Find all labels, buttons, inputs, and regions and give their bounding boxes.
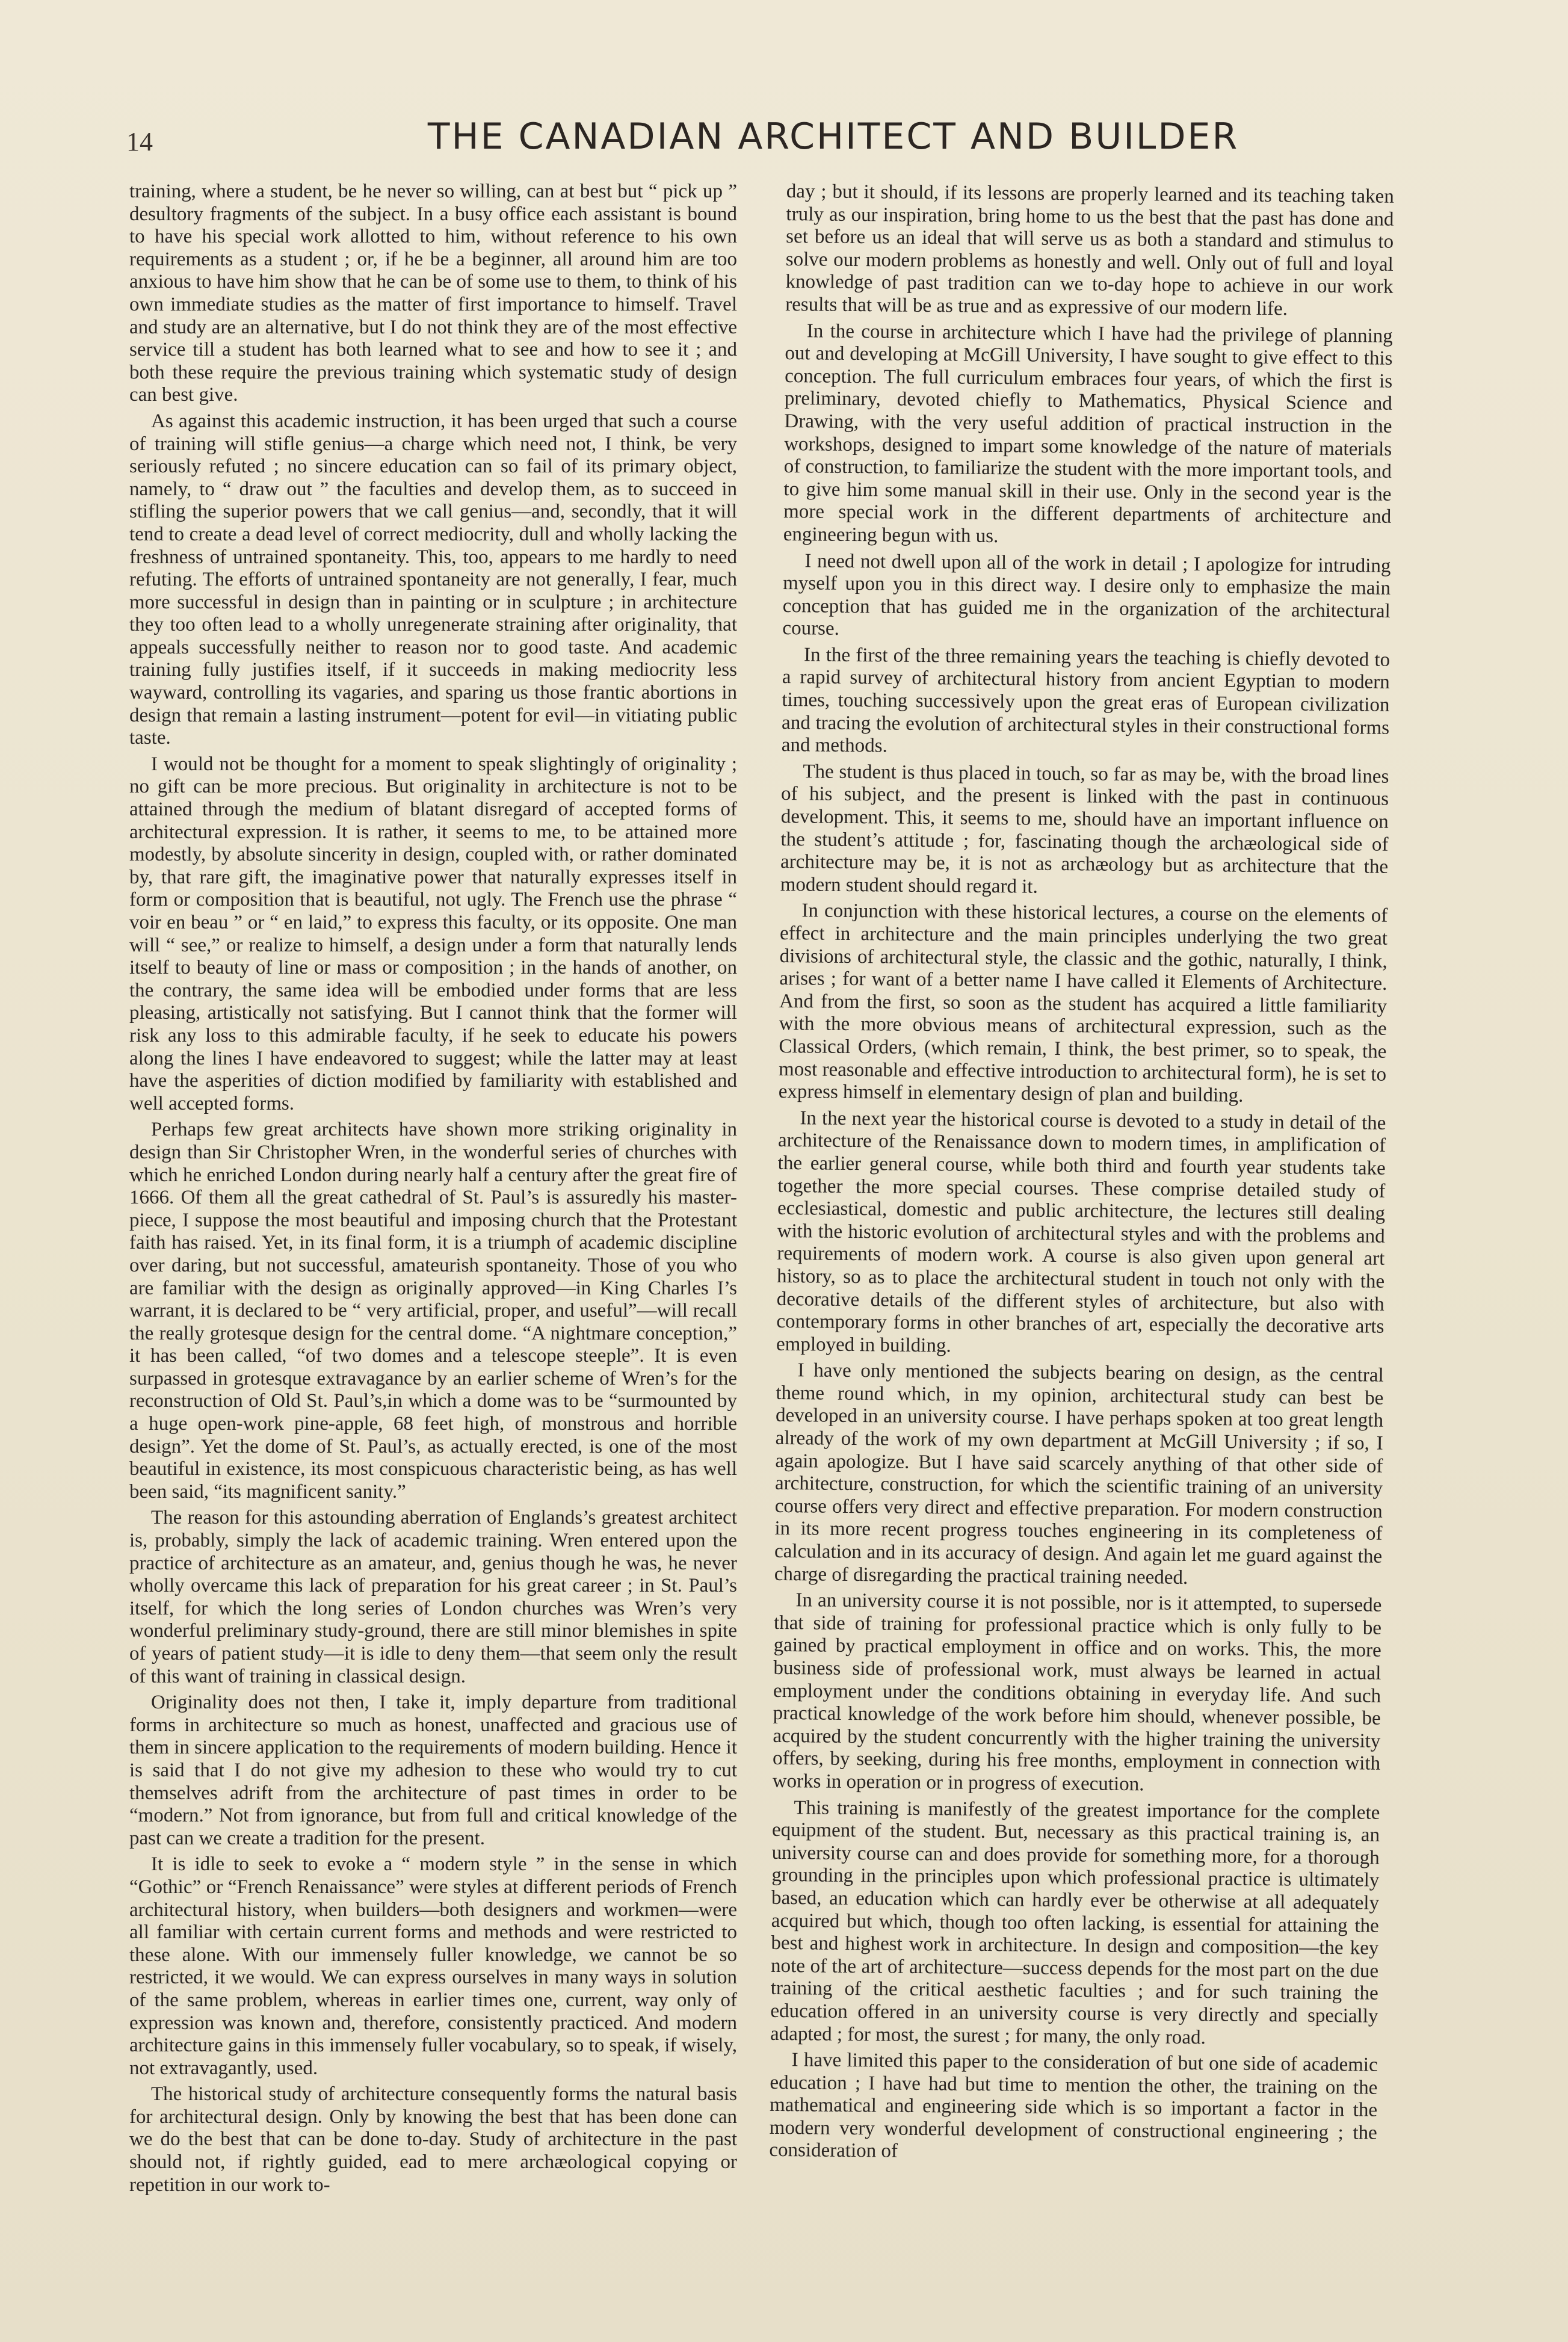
paragraph: I would not be thought for a moment to speak slightingly of originality ; no gift can be more precious. But originality in architecture is not to be attained through the medium of blatant disregard of accepted forms of architectural expression. It is rather, it seems to me, to be attained more modestly, by absolute sincerity in design, coupled with, or rather dominated by, that rare gift, the imaginative power that naturally expresses itself in form or composition that is beautiful, not ugly. The French use the phrase “ voir en beau ” or “ en laid,” to express this faculty, or its opposite. One man will “ see,” or realize to himself, a design under a form that naturally lends itself to beauty of line or mass or composition ; in the hands of another, on the contrary, the same idea will be embodied under forms that are less pleasing, artistically not satisfying. But I cannot think that the former will risk any loss to this admirable faculty, if he seek to educate his powers along the lines I have endeavored to suggest; while the latter may at least have the asperities of diction modified by familiarity with established and well accepted forms.: [129, 753, 737, 1114]
paragraph: In the course in architecture which I have had the privilege of planning out and developing at McGill University, I have sought to give effect to this conception. The full curriculum embraces four years, of which the first is preliminary, devoted chiefly to Mathematics, Physical Science and Drawing, with the very useful addition of practical instruction in the workshops, designed to impart some knowledge of the nature of materials of construction, to familiarize the student with the more important tools, and to give him some manual skill in their use. Only in the second year is the more special work in the different departments of architecture and engineering begun with us.: [783, 320, 1393, 548]
paragraph: The student is thus placed in touch, so far as may be, with the broad lines of his subject, and the present is linked with the past in continuous development. This, it seems to me, should have an important influence on the student’s attitude ; for, fascinating though the archæological side of architecture may be, it is not as archæology but as architecture that the modern student should regard it.: [780, 761, 1389, 898]
paragraph: I have limited this paper to the consideration of but one side of academic education ; I have had but time to mention the other, the training on the mathematical and engineering side which is so important a factor in the modern very wonderful development of constructional engineering ; the consideration of: [769, 2049, 1378, 2163]
left-column: [129, 181, 737, 2323]
paragraph: I have only mentioned the subjects bearing on design, as the central theme round which, in my opinion, architectural study can best be developed in an university course. I have perhaps spoken at too great length already of the work of my own department at McGill University ; if so, I again apologize. But I have said scarcely anything of that other side of architecture, construction, for which the scientific training of an university course offers very direct and effective preparation. For modern construction in its more recent progress touches engineering in its completeness of calculation and in its accuracy of design. And again let me guard against the charge of disregarding the practical training needed.: [774, 1359, 1384, 1589]
page-header: [126, 96, 1474, 187]
masthead-title: THE CANADIAN ARCHITECT AND BUILDER: [427, 116, 1239, 158]
paragraph: As against this academic instruction, it has been urged that such a course of training will stifle genius—a charge which need not, I think, be very seriously refuted ; no sincere education can so fail of its primary object, namely, to “ draw out ” the faculties and develop them, as to succeed in stifling the superior powers that we call genius—and, secondly, that it will tend to create a dead level of correct mediocrity, dull and wholly lacking the freshness of untrained spontaneity. This, too, appears to me hardly to need refuting. The efforts of untrained spontaneity are not generally, I fear, much more successful in design than in painting or in sculpture ; in architecture they too often lead to a wholly unregenerate straining after originality, that appeals successfully neither to reason nor to good taste. And academic training fully justifies itself, if it succeeds in making mediocrity less wayward, controlling its vagaries, and sparing us those frantic abortions in design that remain a lasting instrument—potent for evil—in vitiating public taste.: [129, 410, 737, 749]
paragraph: In conjunction with these historical lectures, a course on the elements of effect in architecture and the main principles underlying the two great divisions of architectural style, the classic and the gothic, naturally, I think, arises ; for want of a better name I have called it Elements of Architecture. And from the first, so soon as the student has acquired a little familiarity with the more obvious means of architectural expression, such as the Classical Orders, (which remain, I think, the best primer, so to speak, the most reasonable and effective introduction to architectural form), he is set to express himself in elementary design of plan and building.: [778, 900, 1388, 1107]
paragraph: The reason for this astounding aberration of Englands’s greatest architect is, probably, simply the lack of academic training. Wren entered upon the practice of architecture as an amateur, and, genius though he was, he never wholly overcame this lack of preparation for his great career ; in St. Paul’s itself, for which the long series of London churches was Wren’s very wonderful preliminary study-ground, there are still minor blemishes in spite of years of patient study—it is idle to deny them—that seem only the result of this want of training in classical design.: [129, 1507, 737, 1687]
paragraph: Originality does not then, I take it, imply departure from traditional forms in architecture so much as honest, unaffected and gracious use of them in sincere application to the requirements of modern building. Hence it is said that I do not give my adhesion to these who would try to cut themselves adrift from the architecture of past times in order to be “modern.” Not from ignorance, but from full and critical knowledge of the past can we create a tradition for the present.: [129, 1692, 737, 1849]
paragraph: Perhaps few great architects have shown more striking originality in design than Sir Christopher Wren, in the wonderful series of churches with which he enriched London during nearly half a century after the great fire of 1666. Of them all the great cathedral of St. Paul’s is assuredly his master-piece, I suppose the most beautiful and imposing church that the Protestant faith has raised. Yet, in its final form, it is a triumph of academic discipline over daring, but not successful, amateurish spontaneity. Those of you who are familiar with the design as originally approved—in King Charles I’s warrant, it is declared to be “ very artificial, proper, and useful”—will recall the really grotesque design for the central dome. “A nightmare conception,” it has been called, “of two domes and a telescope steeple”. It is even surpassed in grotesque extravagance by an earlier scheme of Wren’s for the reconstruction of Old St. Paul’s,in which a dome was to be “surmounted by a huge open-work pine-apple, 68 feet high, of monstrous and horrible design”. Yet the dome of St. Paul’s, as actually erected, is one of the most beautiful in existence, its most conspicuous characteristic being, as has well been said, “its magnificent sanity.”: [129, 1119, 737, 1503]
paragraph: In an university course it is not possible, nor is it attempted, to supersede that side of training for professional practice which is only fully to be gained by practical employment in office and on works. This, the more business side of professional work, must always be learned in actual employment under the conditions obtaining in everyday life. And such practical knowledge of the work before him should, whenever possible, be acquired by the student concurrently with the higher training the university offers, by seeking, during his free months, employment in connection with works in operation or in progress of execution.: [772, 1589, 1382, 1796]
paragraph: day ; but it should, if its lessons are properly learned and its teaching taken truly as our inspiration, bring home to us the best that the past has done and set before us an ideal that will serve us as both a standard and stimulus to solve our modern problems as honestly and well. Only out of full and loyal knowledge of past tradition can we to-day hope to achieve in our work results that will be as true and as expressive of our modern life.: [785, 181, 1394, 320]
paragraph: I need not dwell upon all of the work in detail ; I apologize for intruding myself upon you in this direct way. I desire only to emphasize the main conception that has guided me in the organization of the architectural course.: [782, 549, 1391, 640]
paragraph: In the first of the three remaining years the teaching is chiefly devoted to a rapid survey of architectural history from ancient Egyptian to modern times, touching successively upon the great eras of European civilization and tracing the evolution of architectural styles in their constructional forms and methods.: [781, 644, 1391, 757]
paragraph: training, where a student, be he never so willing, can at best but “ pick up ” desultory fragments of the subject. In a busy office each assistant is bound to have his special work allotted to him, without reference to his own requirements as a student ; or, if he be a beginner, all around him are too anxious to have him show that he can be of some use to them, to think of his own immediate studies as the matter of first importance to himself. Travel and study are an alternative, but I do not think they are of the most effective service till a student has both learned what to see and how to see it ; and both these require the previous training which systematic study of design can best give.: [129, 181, 737, 406]
right-column: [768, 181, 1394, 2328]
paragraph: In the next year the historical course is devoted to a study in detail of the architecture of the Renaissance down to modern times, in amplification of the earlier general course, while both third and fourth year students take together the more special courses. These comprise detailed study of ecclesiastical, domestic and public architecture, the lectures still dealing with the historic evolution of architectural styles and with the problems and requirements of modern work. A course is also given upon general art history, so as to place the architectural student in touch not only with the decorative details of the different styles of architecture, but also with contemporary forms in other branches of art, especially the decorative arts employed in building.: [776, 1107, 1386, 1357]
paragraph: It is idle to seek to evoke a “ modern style ” in the sense in which “Gothic” or “French Renaissance” were styles at different periods of French architectural history, when builders—both designers and workmen—were all familiar with certain current forms and methods and were restricted to these alone. With our immensely fuller knowledge, we cannot be so restricted, it we would. We can express ourselves in many ways in solution of the same problem, whereas in earlier times one, current, way only of expression was known and, therefore, consistently practiced. And modern architecture gains in this immensely fuller vocabulary, so to speak, if wisely, not extravagantly, used.: [129, 1853, 737, 2079]
paragraph: This training is manifestly of the greatest importance for the complete equipment of the student. But, necessary as this practical training is, an university course can and does provide for something more, for a thorough grounding in the principles upon which professional practice is ultimately based, an education which can hardly ever be otherwise at all adequately acquired but which, though too often lacking, is essential for attaining the best and highest work in architecture. In design and composition—the key note of the art of architecture—success depends for the most part on the due training of the critical aesthetic faculties ; and for such training the education offered in an university course is very directly and specially adapted ; for most, the surest ; for many, the only road.: [770, 1796, 1380, 2048]
page-number: 14: [126, 127, 153, 156]
paragraph: The historical study of architecture consequently forms the natural basis for architectural design. Only by knowing the best that has been done can we do the best that can be done to-day. Study of architecture in the past should not, if rightly guided, ead to mere archæological copying or repetition in our work to-: [129, 2083, 737, 2196]
